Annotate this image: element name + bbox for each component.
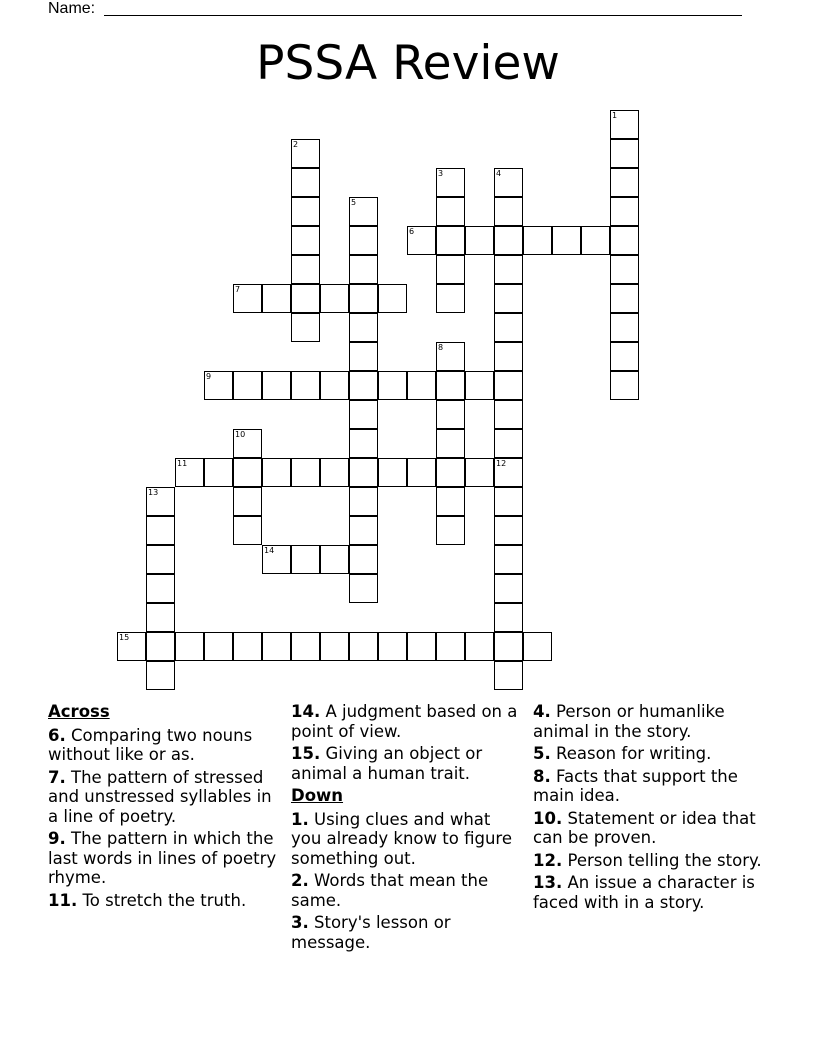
grid-cell[interactable]	[494, 429, 523, 458]
grid-cell[interactable]	[610, 371, 639, 400]
grid-cell[interactable]	[349, 197, 378, 226]
clues-column-3	[533, 702, 768, 915]
cell-number: 6	[409, 227, 415, 236]
grid-cell[interactable]	[262, 284, 291, 313]
grid-cell[interactable]	[407, 458, 436, 487]
clue-across-7: 7. The pattern of stressed and unstressed syllables in a line of poetry.	[48, 767, 272, 826]
grid-cell[interactable]	[291, 284, 320, 313]
grid-cell[interactable]	[262, 545, 291, 574]
cell-number: 1	[612, 111, 618, 120]
grid-cell[interactable]	[494, 168, 523, 197]
cell-number: 14	[264, 546, 275, 555]
grid-cell[interactable]	[436, 632, 465, 661]
grid-cell[interactable]	[349, 255, 378, 284]
clue-down-13: 13. An issue a character is faced with in a story.	[533, 873, 755, 912]
grid-cell[interactable]	[436, 516, 465, 545]
grid-cell[interactable]	[204, 371, 233, 400]
grid-cell[interactable]	[436, 255, 465, 284]
grid-cell[interactable]	[349, 545, 378, 574]
grid-cell[interactable]	[465, 458, 494, 487]
grid-cell[interactable]	[233, 371, 262, 400]
grid-cell[interactable]	[610, 168, 639, 197]
grid-cell[interactable]	[349, 342, 378, 371]
grid-cell[interactable]	[320, 458, 349, 487]
clue-across-11: 11. To stretch the truth.	[48, 890, 247, 910]
grid-cell[interactable]	[146, 516, 175, 545]
across-heading: Across	[48, 702, 110, 721]
grid-cell[interactable]	[233, 284, 262, 313]
grid-cell[interactable]	[146, 661, 175, 690]
grid-cell[interactable]	[494, 574, 523, 603]
grid-cell[interactable]	[175, 632, 204, 661]
cell-number: 10	[235, 430, 246, 439]
cell-number: 11	[177, 459, 188, 468]
grid-cell[interactable]	[291, 313, 320, 342]
grid-cell[interactable]	[494, 284, 523, 313]
cell-number: 12	[496, 459, 507, 468]
clue-down-3: 3. Story's lesson or message.	[291, 913, 451, 952]
grid-cell[interactable]	[494, 371, 523, 400]
grid-cell[interactable]	[494, 255, 523, 284]
grid-cell[interactable]	[291, 226, 320, 255]
clue-across-14: 14. A judgment based on a point of view.	[291, 702, 518, 741]
cell-number: 9	[206, 372, 212, 381]
grid-cell[interactable]	[233, 516, 262, 545]
grid-cell[interactable]	[378, 458, 407, 487]
grid-cell[interactable]	[523, 632, 552, 661]
grid-cell[interactable]	[407, 632, 436, 661]
grid-cell[interactable]	[407, 226, 436, 255]
grid-cell[interactable]	[262, 458, 291, 487]
grid-cell[interactable]	[523, 226, 552, 255]
grid-cell[interactable]	[291, 458, 320, 487]
grid-cell[interactable]	[494, 545, 523, 574]
grid-cell[interactable]	[610, 197, 639, 226]
grid-cell[interactable]	[146, 603, 175, 632]
grid-cell[interactable]	[610, 313, 639, 342]
cell-number: 8	[438, 343, 444, 352]
grid-cell[interactable]	[349, 574, 378, 603]
grid-cell[interactable]	[465, 226, 494, 255]
grid-cell[interactable]	[610, 284, 639, 313]
grid-cell[interactable]	[436, 284, 465, 313]
cell-number: 2	[293, 140, 299, 149]
grid-cell[interactable]	[175, 458, 204, 487]
clue-down-8: 8. Facts that support the main idea.	[533, 766, 738, 805]
grid-cell[interactable]	[262, 371, 291, 400]
grid-cell[interactable]	[407, 371, 436, 400]
clues-column-1	[48, 702, 278, 913]
clue-down-2: 2. Words that mean the same.	[291, 871, 489, 910]
grid-cell[interactable]	[494, 458, 523, 487]
grid-cell[interactable]	[378, 632, 407, 661]
grid-cell[interactable]	[436, 400, 465, 429]
name-label: Name:	[48, 0, 96, 17]
grid-cell[interactable]	[349, 313, 378, 342]
grid-cell[interactable]	[291, 545, 320, 574]
grid-cell[interactable]	[291, 139, 320, 168]
clue-down-10: 10. Statement or idea that can be proven.	[533, 808, 756, 847]
grid-cell[interactable]	[349, 284, 378, 313]
grid-cell[interactable]	[494, 342, 523, 371]
grid-cell[interactable]	[349, 632, 378, 661]
grid-cell[interactable]	[494, 197, 523, 226]
grid-cell[interactable]	[349, 400, 378, 429]
grid-cell[interactable]	[262, 632, 291, 661]
grid-cell[interactable]	[349, 371, 378, 400]
clue-across-6: 6. Comparing two nouns without like or as.	[48, 725, 253, 764]
grid-cell[interactable]	[320, 632, 349, 661]
cell-number: 7	[235, 285, 241, 294]
grid-cell[interactable]	[436, 197, 465, 226]
grid-cell[interactable]	[349, 226, 378, 255]
grid-cell[interactable]	[494, 313, 523, 342]
clue-across-9: 9. The pattern in which the last words in lines of poetry rhyme.	[48, 829, 277, 887]
grid-cell[interactable]	[494, 661, 523, 690]
cell-number: 4	[496, 169, 502, 178]
grid-cell[interactable]	[320, 545, 349, 574]
grid-cell[interactable]	[291, 168, 320, 197]
grid-cell[interactable]	[494, 516, 523, 545]
grid-cell[interactable]	[349, 487, 378, 516]
grid-cell[interactable]	[291, 371, 320, 400]
grid-cell[interactable]	[436, 342, 465, 371]
grid-cell[interactable]	[610, 139, 639, 168]
grid-cell[interactable]	[494, 632, 523, 661]
grid-cell[interactable]	[320, 371, 349, 400]
grid-cell[interactable]	[436, 371, 465, 400]
grid-cell[interactable]	[552, 226, 581, 255]
grid-cell[interactable]	[378, 371, 407, 400]
grid-cell[interactable]	[436, 168, 465, 197]
grid-cell[interactable]	[349, 516, 378, 545]
grid-cell[interactable]	[204, 458, 233, 487]
clue-down-5: 5. Reason for writing.	[533, 744, 712, 763]
down-heading: Down	[291, 786, 344, 805]
grid-cell[interactable]	[233, 458, 262, 487]
grid-cell[interactable]	[291, 255, 320, 284]
grid-cell[interactable]	[494, 400, 523, 429]
grid-cell[interactable]	[494, 226, 523, 255]
grid-cell[interactable]	[349, 429, 378, 458]
grid-cell[interactable]	[436, 487, 465, 516]
grid-cell[interactable]	[436, 226, 465, 255]
grid-cell[interactable]	[291, 632, 320, 661]
grid-cell[interactable]	[204, 632, 233, 661]
cell-number: 3	[438, 169, 444, 178]
clue-down-12: 12. Person telling the story.	[533, 850, 762, 870]
grid-cell[interactable]	[610, 226, 639, 255]
grid-cell[interactable]	[610, 255, 639, 284]
grid-cell[interactable]	[320, 284, 349, 313]
grid-cell[interactable]	[581, 226, 610, 255]
grid-cell[interactable]	[233, 487, 262, 516]
grid-cell[interactable]	[465, 632, 494, 661]
grid-cell[interactable]	[378, 284, 407, 313]
grid-cell[interactable]	[233, 429, 262, 458]
grid-cell[interactable]	[146, 574, 175, 603]
cell-number: 13	[148, 488, 159, 497]
grid-cell[interactable]	[146, 487, 175, 516]
grid-cell[interactable]	[436, 458, 465, 487]
grid-cell[interactable]	[610, 110, 639, 139]
grid-cell[interactable]	[610, 342, 639, 371]
page-title: PSSA Review	[256, 36, 560, 91]
grid-cell[interactable]	[494, 487, 523, 516]
grid-cell[interactable]	[146, 632, 175, 661]
clue-down-4: 4. Person or humanlike animal in the story.	[533, 702, 725, 741]
grid-cell[interactable]	[146, 545, 175, 574]
grid-cell[interactable]	[436, 429, 465, 458]
clue-down-1: 1. Using clues and what you already know to figure something out.	[291, 809, 512, 868]
grid-cell[interactable]	[291, 197, 320, 226]
grid-cell[interactable]	[117, 632, 146, 661]
clue-across-15: 15. Giving an object or animal a human trait.	[291, 744, 483, 783]
grid-cell[interactable]	[233, 632, 262, 661]
cell-number: 15	[119, 633, 130, 642]
grid-cell[interactable]	[349, 458, 378, 487]
grid-cell[interactable]	[494, 603, 523, 632]
grid-cell[interactable]	[465, 371, 494, 400]
cell-number: 5	[351, 198, 357, 207]
clues-column-2	[291, 702, 521, 955]
